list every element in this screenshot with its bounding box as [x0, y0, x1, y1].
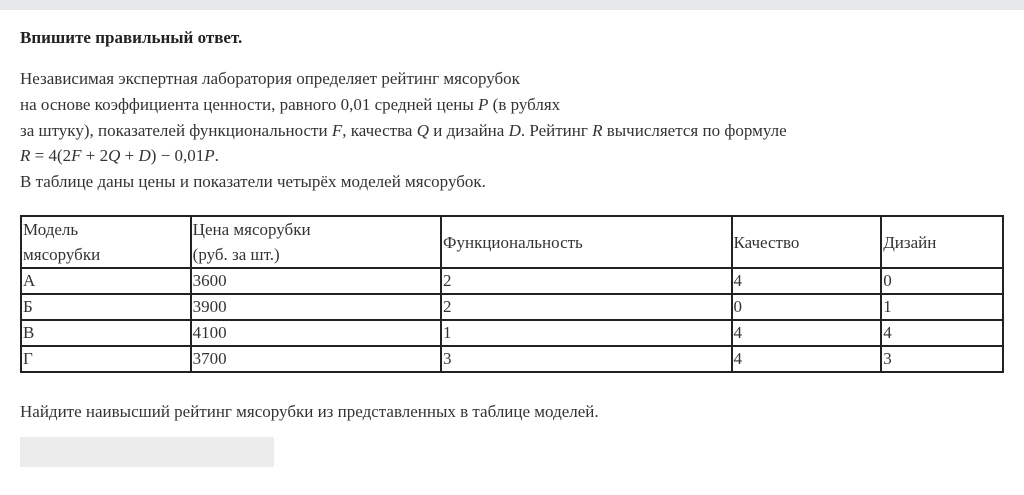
- header-text: Цена мясорубки: [192, 220, 311, 239]
- table-header-row: [21, 216, 1003, 268]
- answer-input[interactable]: [20, 437, 274, 467]
- variable-Q: Q: [416, 120, 429, 140]
- variable-P: P: [478, 94, 489, 114]
- header-price: [191, 216, 441, 268]
- table-cell: Г: [21, 346, 191, 372]
- text-fragment: , качества: [342, 120, 417, 140]
- table-row: [21, 268, 1003, 294]
- formula-line: [20, 143, 787, 169]
- text-fragment: (в рублях: [488, 94, 561, 114]
- models-table: [20, 215, 1004, 373]
- text-fragment: и дизайна: [428, 120, 509, 140]
- text-fragment: . Рейтинг: [520, 120, 593, 140]
- header-text: (руб. за шт.): [192, 245, 280, 264]
- header-design: Дизайн: [881, 216, 1003, 268]
- variable-Q: Q: [108, 146, 121, 166]
- text-fragment: + 2: [81, 146, 109, 166]
- text-fragment: = 4(2: [30, 146, 72, 166]
- problem-line-5: В таблице даны цены и показатели четырёх моделей мясорубок.: [20, 172, 486, 192]
- table-cell: 0: [881, 268, 1003, 294]
- table-cell: Б: [21, 294, 191, 320]
- variable-D: D: [138, 146, 151, 166]
- table-cell: 3600: [191, 268, 441, 294]
- table-cell: 3: [881, 346, 1003, 372]
- table-row: [21, 294, 1003, 320]
- header-functionality: Функциональность: [441, 216, 731, 268]
- text-fragment: ) − 0,01: [150, 146, 205, 166]
- variable-D: D: [508, 120, 521, 140]
- problem-statement: [20, 66, 787, 195]
- table-cell: 0: [732, 294, 882, 320]
- table-cell: 1: [881, 294, 1003, 320]
- table-cell: 4: [732, 320, 882, 346]
- table-cell: 4: [732, 346, 882, 372]
- table-cell: 2: [441, 268, 731, 294]
- table-cell: А: [21, 268, 191, 294]
- header-text: мясорубки: [23, 245, 101, 264]
- table-row: [21, 346, 1003, 372]
- table-cell: 3700: [191, 346, 441, 372]
- question-text: Найдите наивысший рейтинг мясорубки из представленных в таблице моделей.: [20, 402, 599, 421]
- problem-line-1: Независимая экспертная лаборатория определяет рейтинг мясорубок: [20, 69, 520, 88]
- problem-line-3: [20, 118, 787, 144]
- table-cell: 4100: [191, 320, 441, 346]
- problem-line-2: [20, 92, 787, 118]
- table-cell: 1: [441, 320, 731, 346]
- instruction-heading: Впишите правильный ответ.: [20, 28, 243, 47]
- table-cell: В: [21, 320, 191, 346]
- text-fragment: за штуку), показателей функциональности: [20, 120, 332, 140]
- header-quality: Качество: [732, 216, 882, 268]
- table-cell: 4: [732, 268, 882, 294]
- table-cell: 2: [441, 294, 731, 320]
- text-fragment: +: [120, 146, 139, 166]
- variable-F: F: [331, 120, 343, 140]
- text-fragment: на основе коэффициента ценности, равного 0,01 средней цены: [20, 94, 479, 114]
- text-fragment: вычисляется по формуле: [602, 120, 787, 140]
- variable-R: R: [20, 146, 31, 166]
- table-cell: 3: [441, 346, 731, 372]
- table-row: [21, 320, 1003, 346]
- variable-P: P: [204, 146, 215, 166]
- table-cell: 4: [881, 320, 1003, 346]
- variable-F: F: [71, 146, 82, 166]
- top-bar: [0, 0, 1024, 10]
- header-text: Модель: [23, 220, 79, 239]
- text-fragment: .: [214, 146, 219, 166]
- variable-R: R: [592, 120, 603, 140]
- header-model: [21, 216, 191, 268]
- table-cell: 3900: [191, 294, 441, 320]
